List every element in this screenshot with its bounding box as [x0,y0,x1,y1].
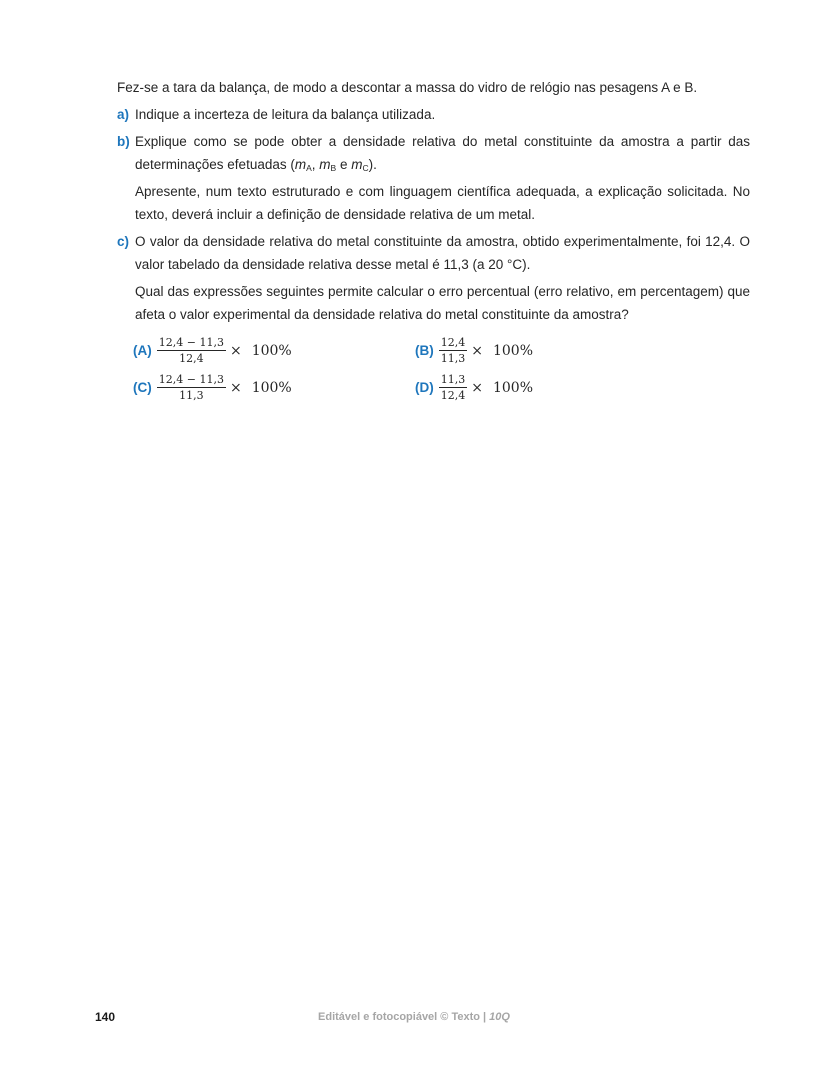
option-b-label: (B) [415,343,434,358]
multiply-sign: × [471,379,483,396]
mass-symbol-a: m [294,157,307,172]
item-b-text-before: Explique como se pode obter a densidade relativa do metal constituinte da amostra a partir das determinações efetuadas ( [135,134,750,172]
option-b-numerator: 12,4 [440,336,466,349]
option-b-fraction [439,336,468,365]
option-a-denominator: 12,4 [179,352,204,365]
item-a [117,103,750,126]
option-a [133,336,415,365]
option-c-numerator: 12,4 − 11,3 [158,373,224,386]
separator-ab: , [311,157,320,172]
options-grid [133,336,750,402]
option-c [133,373,415,402]
option-b-denominator: 11,3 [440,352,466,365]
footer-edition: 10Q [489,1011,510,1023]
option-d-label: (D) [415,380,434,395]
option-d-fraction [439,373,468,402]
option-a-label: (A) [133,343,152,358]
separator-bc: e [336,157,352,172]
option-a-fraction [157,336,226,365]
item-a-text: Indique a incerteza de leitura da balança utilizada. [135,107,436,122]
option-d-percent: 100% [492,379,534,396]
option-a-numerator: 12,4 − 11,3 [158,336,224,349]
item-c-text: O valor da densidade relativa do metal constituinte da amostra, obtido experimentalmente, foi 12,4. O valor tabelado da densidade relativa desse metal é 11,3 (a 20 °C). [135,234,750,272]
option-d-numerator: 11,3 [440,373,466,386]
item-b-note: Apresente, num texto estruturado e com linguagem científica adequada, a explicação solicitada. No texto, deverá incluir a definição de densidade relativa de um metal. [135,184,750,222]
item-c-marker: c) [117,234,130,249]
mass-symbol-b: m [319,157,331,172]
mass-subscript-c: C [362,163,369,173]
mass-subscript-a: A [306,163,312,173]
option-b-percent: 100% [492,342,534,359]
option-b [415,336,750,365]
multiply-sign: × [229,342,242,359]
mass-symbol-c: m [351,157,363,172]
item-c-question: Qual das expressões seguintes permite calcular o erro percentual (erro relativo, em percentagem) que afeta o valor experimental da densidade relativa do metal constituinte da amostra? [135,284,750,322]
footer-credit-text: Editável e fotocopiável © Texto | [318,1011,490,1023]
item-b [117,130,750,176]
page-number: 140 [95,1010,116,1024]
item-b-close: ). [368,157,377,172]
option-c-percent: 100% [251,379,292,396]
option-d-denominator: 12,4 [440,389,466,402]
option-c-fraction [157,373,226,402]
mass-subscript-b: B [330,163,337,173]
option-d [415,373,750,402]
item-c [117,230,750,276]
intro-paragraph: Fez-se a tara da balança, de modo a descontar a massa do vidro de relógio nas pesagens A e B. [117,80,698,95]
multiply-sign: × [229,379,242,396]
option-c-denominator: 11,3 [179,389,204,402]
item-b-marker: b) [117,134,130,149]
item-a-marker: a) [117,107,130,122]
multiply-sign: × [471,342,483,359]
page-content [117,76,750,402]
footer-credit [0,1011,828,1023]
item-b-text [135,130,750,176]
option-c-label: (C) [133,380,152,395]
option-a-percent: 100% [251,342,292,359]
